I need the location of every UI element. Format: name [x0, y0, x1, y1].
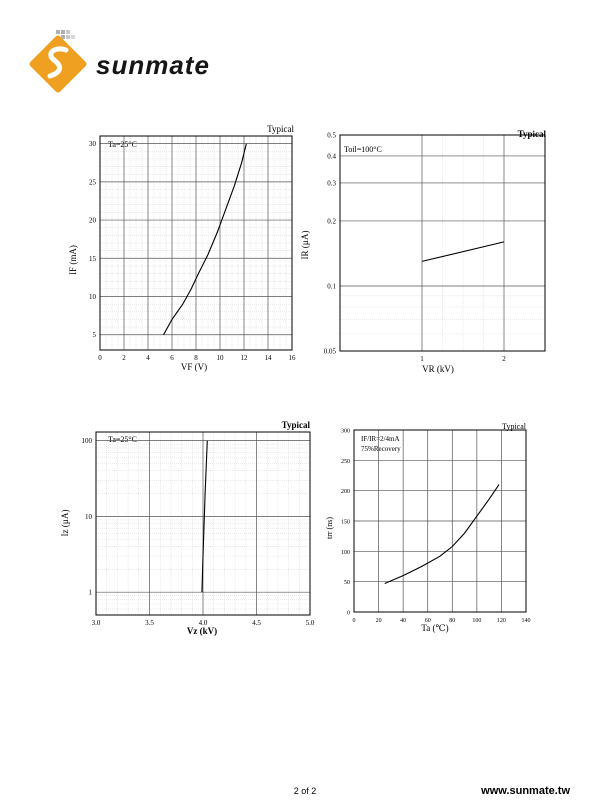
chart-trr-ta-plot: [320, 418, 535, 648]
y-axis-label: trr (ns): [325, 517, 334, 539]
y-tick-label: 50: [344, 580, 350, 587]
y-tick-label: 0.2: [327, 217, 336, 226]
x-tick-label: 10: [216, 354, 224, 362]
x-tick-label: 3.5: [145, 619, 154, 627]
y-tick-label: 300: [341, 428, 350, 435]
y-tick-label: 0.3: [327, 179, 336, 188]
x-tick-label: 3.0: [91, 619, 101, 627]
y-tick-label: 30: [89, 140, 96, 149]
chart-iz-vz: [56, 418, 316, 643]
chart-if-vf-plot: [64, 120, 304, 380]
x-tick-label: 100: [472, 618, 482, 624]
page-number: 2 of 2: [293, 786, 317, 796]
x-tick-label: 60: [424, 618, 431, 624]
y-tick-label: 0.1: [327, 282, 336, 291]
x-axis-label: Vz (kV): [186, 626, 218, 636]
series-line: [422, 242, 504, 262]
x-axis-label: Ta (℃): [421, 623, 449, 633]
x-tick-label: 0: [98, 354, 102, 362]
chart-ir-vr-plot: [298, 125, 553, 375]
x-tick-label: 6: [170, 354, 174, 362]
x-tick-label: 4: [146, 354, 150, 362]
x-tick-label: 1: [420, 355, 424, 363]
series-line: [164, 144, 247, 335]
chart-annotation: Ta=25°C: [108, 435, 137, 444]
chart-annotation: Ta=25°C: [108, 140, 137, 149]
x-axis-label: VF (V): [180, 362, 208, 372]
x-tick-label: 2: [502, 355, 506, 363]
chart-typical-label: Typical: [517, 129, 546, 139]
y-tick-label: 200: [341, 489, 350, 496]
y-tick-label: 250: [341, 458, 350, 465]
y-tick-label: 1: [88, 588, 92, 597]
y-tick-label: 10: [85, 512, 92, 521]
x-tick-label: 80: [449, 618, 456, 624]
website-url: www.sunmate.tw: [481, 785, 570, 797]
chart-annotation: Toil=100°C: [344, 145, 382, 154]
y-axis-label: IR (µA): [300, 230, 310, 260]
chart-typical-label: Typical: [502, 422, 526, 431]
y-tick-label: 150: [341, 519, 350, 526]
x-tick-label: 4.0: [198, 619, 208, 627]
x-tick-label: 140: [521, 618, 531, 624]
x-tick-label: 14: [264, 354, 272, 362]
y-tick-label: 20: [89, 216, 96, 225]
y-tick-label: 15: [89, 254, 96, 263]
y-tick-label: 0.05: [323, 347, 336, 356]
chart-annotation: IF/IR=2/4mA: [361, 435, 400, 443]
y-tick-label: 100: [341, 549, 350, 556]
x-tick-label: 4.5: [252, 619, 261, 627]
x-tick-label: 16: [288, 354, 296, 362]
y-tick-label: 0.5: [327, 131, 336, 140]
chart-iz-vz-plot: [56, 418, 316, 643]
y-tick-label: 0: [347, 610, 350, 617]
chart-ir-vr: [298, 125, 553, 375]
chart-if-vf: [64, 120, 304, 380]
chart-annotation-2: 75%Recovery: [361, 445, 401, 453]
x-tick-label: 12: [240, 354, 248, 362]
x-tick-label: 2: [122, 354, 126, 362]
x-tick-label: 0: [352, 618, 356, 624]
x-tick-label: 5.0: [305, 619, 315, 627]
y-tick-label: 100: [81, 437, 92, 446]
chart-typical-label: Typical: [281, 420, 310, 430]
y-tick-label: 0.4: [327, 152, 336, 161]
x-tick-label: 40: [400, 618, 407, 624]
y-tick-label: 5: [92, 331, 96, 340]
y-tick-label: 10: [89, 293, 96, 301]
y-axis-label: IF (mA): [68, 245, 78, 275]
sunmate-emblem-icon: [28, 28, 88, 98]
chart-typical-label: Typical: [267, 124, 294, 134]
x-tick-label: 120: [496, 618, 506, 624]
x-axis-label: VR (kV): [422, 364, 454, 374]
series-line: [385, 485, 499, 584]
chart-trr-ta: [320, 418, 535, 648]
brand-logo: [28, 28, 228, 98]
brand-name: sunmate: [96, 50, 210, 80]
x-tick-label: 20: [375, 618, 382, 624]
y-tick-label: 25: [89, 178, 96, 187]
x-tick-label: 8: [194, 354, 198, 362]
y-axis-label: Iz (µA): [60, 509, 70, 537]
